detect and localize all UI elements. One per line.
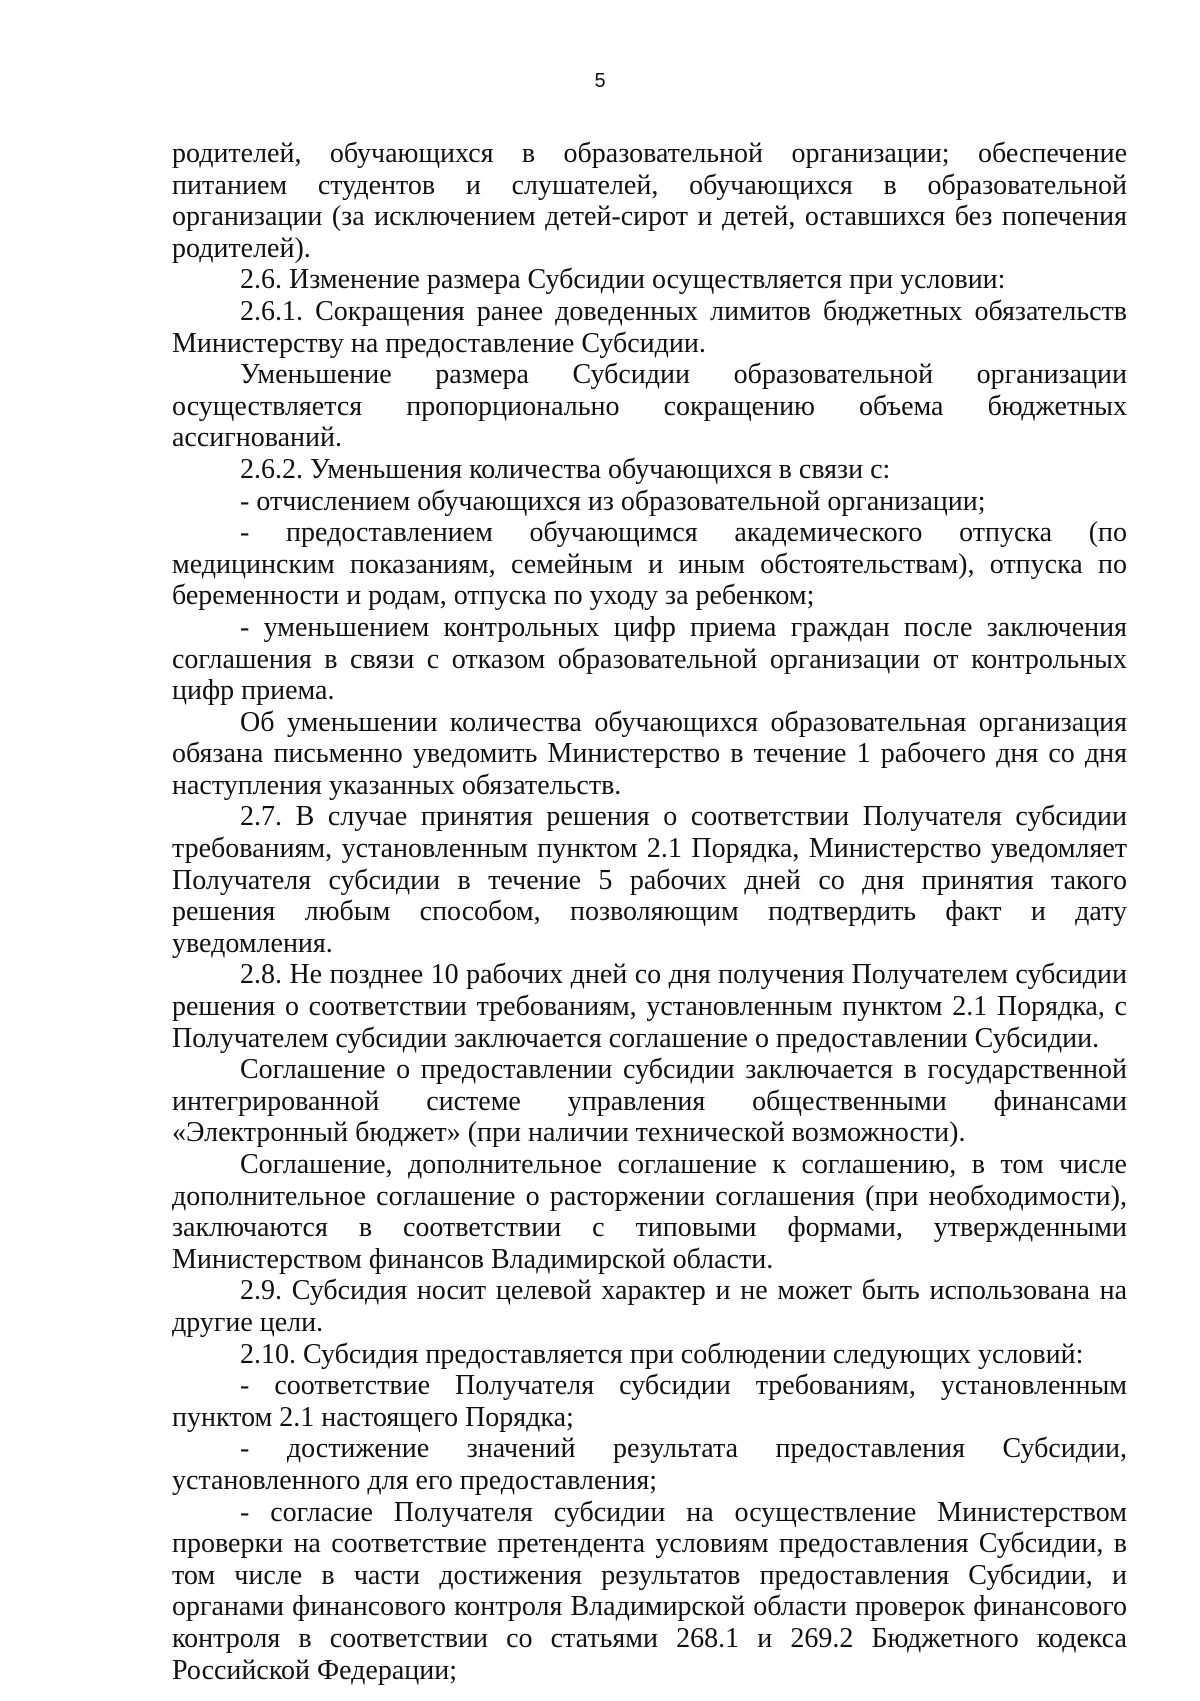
paragraph-2-6-1: 2.6.1. Сокращения ранее доведенных лимитов бюджетных обязательств Министерству на предоставление Субсидии. bbox=[172, 295, 1127, 359]
paragraph-2-8: 2.8. Не позднее 10 рабочих дней со дня получения Получателем субсидии решения о соответствии требованиям, установленным пунктом 2.1 Порядка, с Получателем субсидии заключается соглашение о предоставлении Субсидии. bbox=[172, 959, 1127, 1054]
paragraph-continuation: родителей, обучающихся в образовательной организации; обеспечение питанием студентов и слушателей, обучающихся в образовательной организации (за исключением детей-сирот и детей, оставшихся без попечения родителей). bbox=[172, 138, 1127, 264]
paragraph-notification: Об уменьшении количества обучающихся образовательная организация обязана письменно уведомить Министерство в течение 1 рабочего дня со дня наступления указанных обязательств. bbox=[172, 706, 1127, 801]
list-item-admission-figures: - уменьшением контрольных цифр приема граждан после заключения соглашения в связи с отказом образовательной организации от контрольных цифр приема. bbox=[172, 611, 1127, 707]
paragraph-2-10: 2.10. Субсидия предоставляется при соблюдении следующих условий: bbox=[240, 1338, 1084, 1370]
paragraph-2-6-2: 2.6.2. Уменьшения количества обучающихся в связи с: bbox=[240, 453, 891, 485]
list-item-results: - достижение значений результата предоставления Субсидии, установленного для его предоставления; bbox=[172, 1433, 1127, 1496]
list-item-compliance: - соответствие Получателя субсидии требованиям, установленным пунктом 2.1 настоящего Порядка; bbox=[172, 1370, 1127, 1433]
list-item-consent: - согласие Получателя субсидии на осуществление Министерством проверки на соответствие претендента условиям предоставления Субсидии, в том числе в части достижения результатов предоставления Субсидии, и органами финансового контроля Владимирской области проверок финансового контроля в соответствии со статьями 268.1 и 269.2 Бюджетного кодекса Российской Федерации; bbox=[172, 1496, 1127, 1686]
list-item-academic-leave: - предоставлением обучающимся академического отпуска (по медицинским показаниям, семейным и иным обстоятельствам), отпуска по беременности и родам, отпуска по уходу за ребенком; bbox=[172, 517, 1127, 612]
document-body bbox=[172, 138, 1127, 1686]
paragraph-agreement-forms: Соглашение, дополнительное соглашение к соглашению, в том числе дополнительное соглашение о расторжении соглашения (при необходимости), заключаются в соответствии с типовыми формами, утвержденными Министерством финансов Владимирской области. bbox=[172, 1149, 1127, 1275]
paragraph-reduction: Уменьшение размера Субсидии образовательной организации осуществляется пропорционально сокращению объема бюджетных ассигнований. bbox=[172, 359, 1127, 454]
page-number: 5 bbox=[594, 70, 606, 92]
paragraph-2-6: 2.6. Изменение размера Субсидии осуществляется при условии: bbox=[240, 264, 1006, 296]
paragraph-2-7: 2.7. В случае принятия решения о соответствии Получателя субсидии требованиям, установленным пунктом 2.1 Порядка, Министерство уведомляет Получателя субсидии в течение 5 рабочих дней со дня принятия такого решения любым способом, позволяющим подтвердить факт и дату уведомления. bbox=[172, 801, 1127, 959]
paragraph-2-9: 2.9. Субсидия носит целевой характер и не может быть использована на другие цели. bbox=[172, 1275, 1127, 1338]
paragraph-agreement-system: Соглашение о предоставлении субсидии заключается в государственной интегрированной системе управления общественными финансами «Электронный бюджет» (при наличии технической возможности). bbox=[172, 1054, 1127, 1149]
list-item-expulsion: - отчислением обучающихся из образовательной организации; bbox=[240, 485, 986, 517]
